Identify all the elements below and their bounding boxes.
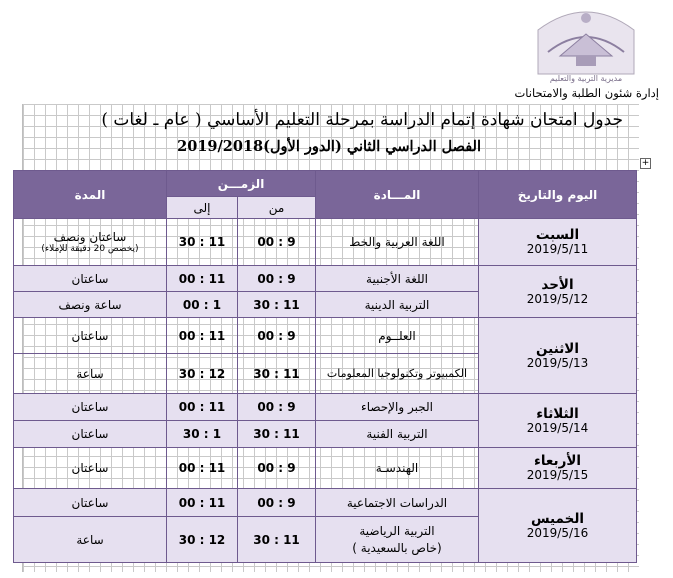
to-cell: 11 : 00 [167,448,238,489]
day-name: الخميس [530,510,585,527]
table-row [14,266,637,292]
day-name: الاثنين [536,340,579,357]
day-date: 2019/5/15 [526,468,589,482]
day-name: الأربعاء [533,453,582,469]
duration-cell: ساعتان [14,489,167,517]
table-row [14,318,637,354]
from-cell: 9 : 00 [238,448,316,489]
from-cell: 11 : 30 [238,421,316,448]
page-title: جدول امتحان شهادة إتمام الدراسة بمرحلة التعليم الأساسي ( عام ـ لغات ) [101,110,623,130]
duration-cell: ساعتان [14,448,167,489]
duration-text: ساعتان ونصف [53,229,127,244]
to-cell: 12 : 30 [167,517,238,563]
table-row [14,448,637,489]
duration-note: (يخصص 20 دقيقة للإملاء) [41,243,139,254]
duration-cell: ساعة [14,517,167,563]
subject-cell: التربية الدينية [316,292,479,318]
header-subject: المـــادة [316,171,479,219]
to-cell: 1 : 00 [167,292,238,318]
to-cell: 11 : 00 [167,266,238,292]
header-time: الزمـــن [167,171,316,197]
day-date: 2019/5/16 [526,525,589,540]
subject-cell: الكمبيوتر وتكنولوجيا المعلومات [316,354,479,394]
subject-cell [316,517,479,563]
to-cell: 11 : 00 [167,318,238,354]
duration-cell: ساعة [14,354,167,394]
subject-cell: اللغة الأجنبية [316,266,479,292]
day-cell [479,219,637,266]
subject-cell: التربية الفنية [316,421,479,448]
day-date: 2019/5/11 [526,242,589,256]
duration-cell: ساعتان [14,421,167,448]
page-subtitle: الفصل الدراسي الثاني (الدور الأول)2019/2018 [177,138,481,155]
header-to: إلى [167,197,238,219]
from-cell: 9 : 00 [238,489,316,517]
subject-cell: الجبر والإحصاء [316,394,479,421]
from-cell: 9 : 00 [238,266,316,292]
duration-cell: ساعتان [14,266,167,292]
duration-cell: ساعتان [14,318,167,354]
duration-cell: ساعة ونصف [14,292,167,318]
svg-text:مديرية التربية والتعليم: مديرية التربية والتعليم [549,74,623,83]
from-cell: 9 : 00 [238,318,316,354]
from-cell: 11 : 30 [238,292,316,318]
to-cell: 11 : 00 [167,489,238,517]
duration-cell: ساعتان [14,394,167,421]
table-row [14,394,637,421]
exam-schedule-table [13,170,637,563]
day-cell [479,394,637,448]
day-cell [479,318,637,394]
day-cell [479,448,637,489]
duration-cell [14,219,167,266]
header-duration: المدة [14,171,167,219]
day-name: السبت [535,227,580,243]
subject-cell: الدراسات الاجتماعية [316,489,479,517]
subject-cell: العلــوم [316,318,479,354]
header-from: من [238,197,316,219]
from-cell: 11 : 30 [238,354,316,394]
subject-cell: الهندسـة [316,448,479,489]
day-name: الأحد [541,276,574,293]
table-move-handle-icon[interactable]: + [641,158,650,168]
directorate-logo-icon [530,0,642,84]
subject-text: التربية الرياضية [359,524,435,538]
table-row [14,489,637,517]
day-date: 2019/5/14 [526,420,589,435]
to-cell: 1 : 30 [167,421,238,448]
table-header-row [14,171,637,197]
table-row [14,219,637,266]
header-day-date: اليوم والتاريخ [479,171,637,219]
from-cell: 11 : 30 [238,517,316,563]
to-cell: 12 : 30 [167,354,238,394]
to-cell: 11 : 00 [167,394,238,421]
from-cell: 9 : 00 [238,394,316,421]
day-date: 2019/5/12 [526,291,589,306]
subject-note: (خاص بالسعيدية ) [352,541,442,555]
day-cell [479,266,637,318]
day-cell [479,489,637,563]
to-cell: 11 : 30 [167,219,238,266]
department-label: إدارة شئون الطلبة والامتحانات [514,86,659,100]
from-cell: 9 : 00 [238,219,316,266]
day-date: 2019/5/13 [526,355,589,370]
subject-cell: اللغة العربية والخط [316,219,479,266]
day-name: الثلاثاء [536,405,579,422]
